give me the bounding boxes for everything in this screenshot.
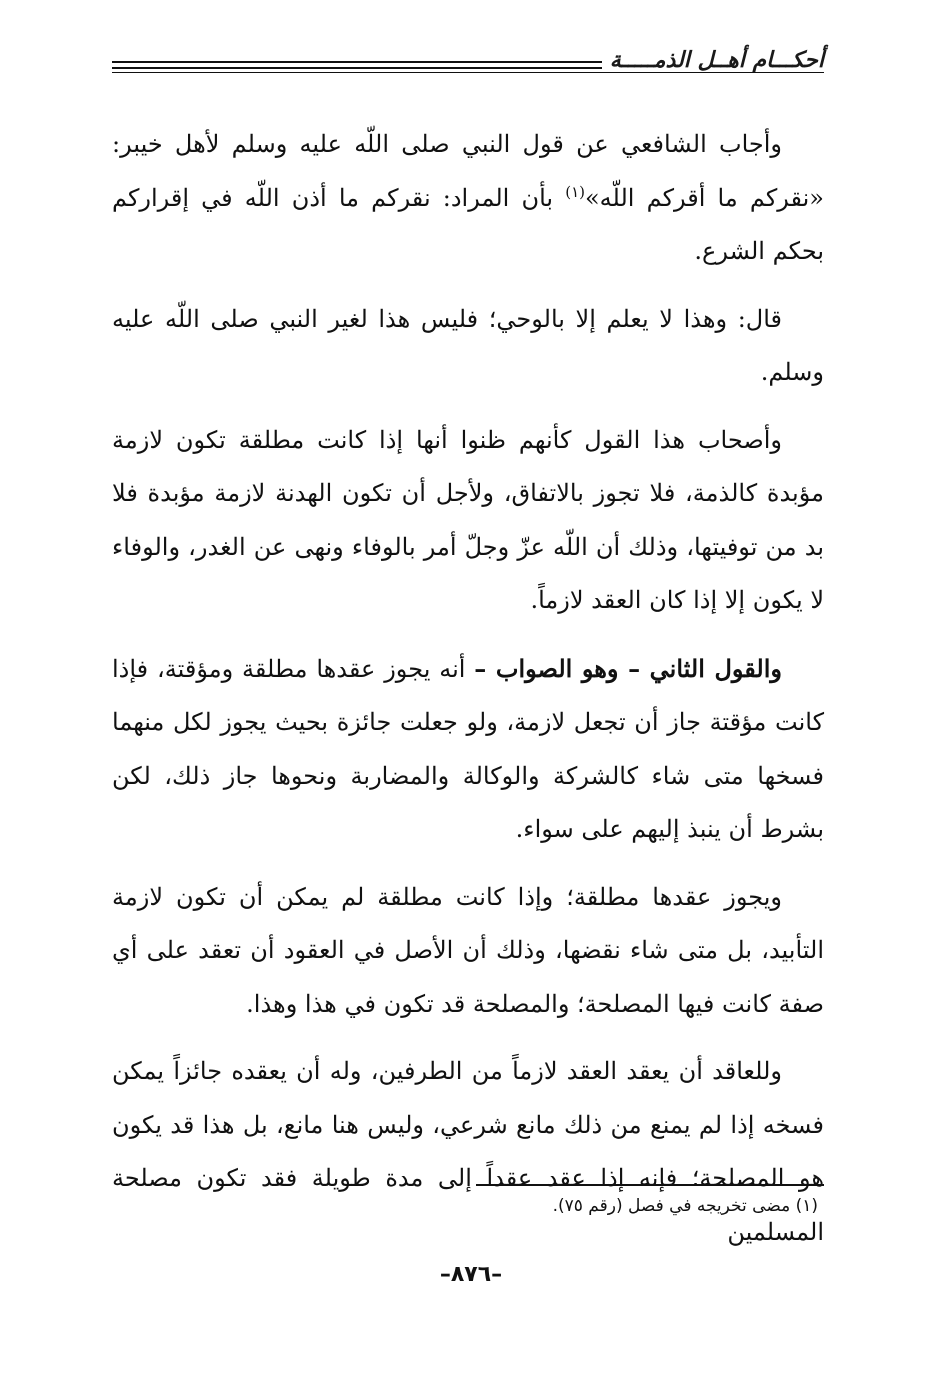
- page-number: –٨٧٦–: [439, 1262, 503, 1287]
- running-title: أحكـــام أهــل الذمـــــة: [609, 48, 824, 73]
- paragraph-4: [112, 642, 824, 857]
- footnote: (١) مضى تخريجه في فصل (رقم ٧٥).: [552, 1196, 818, 1216]
- running-header: [112, 46, 824, 86]
- paragraph-6: وللعاقد أن يعقد العقد لازماً من الطرفين، وله أن يعقده جائزاً يمكن فسخه إذا لم يمنع من ذلك مانع شرعي، وليس هنا مانع، بل هذا قد يكون هو المصلحة؛ فإنه إذا عقد عقداً إلى مدة طويلة فقد تكون مصلحة المسلمين: [112, 1057, 824, 1246]
- paragraph-3: وأصحاب هذا القول كأنهم ظنوا أنها إذا كانت مطلقة تكون لازمة مؤبدة كالذمة، فلا تجوز بالاتفاق، ولأجل أن تكون الهدنة لازمة مؤبدة فلا بد من توفيتها، وذلك أن اللّه عزّ وجلّ أمر بالوفاء ونهى عن الغدر، والوفاء لا يكون إلا إذا كان العقد لازماً.: [112, 425, 825, 614]
- paragraph-1-text-after: بأن المراد: نقركم ما أذن اللّه في إقراركم بحكم الشرع.: [112, 183, 824, 265]
- footnote-reference[interactable]: (١): [565, 182, 585, 201]
- header-rule: [112, 61, 602, 69]
- paragraph-2: قال: وهذا لا يعلم إلا بالوحي؛ فليس هذا لغير النبي صلى اللّه عليه وسلم.: [112, 304, 824, 386]
- paragraph-1: [112, 118, 824, 279]
- paragraph-1-text: وأجاب الشافعي عن قول النبي صلى اللّه عليه وسلم لأهل خيبر: «نقركم ما أقركم اللّه»: [112, 130, 824, 212]
- paragraph-4-bold-lead: والقول الثاني – وهو الصواب –: [474, 653, 783, 683]
- paragraph-4-text: أنه يجوز عقدها مطلقة ومؤقتة، فإذا كانت مؤقتة جاز أن تجعل لازمة، ولو جعلت جائزة بحيث يجوز لكل منهما فسخها متى شاء كالشركة والوكالة والمضاربة ونحوها جاز ذلك، لكن بشرط أن ينبذ إليهم على سواء.: [112, 654, 825, 843]
- paragraph-5: ويجوز عقدها مطلقة؛ وإذا كانت مطلقة لم يمكن أن تكون لازمة التأبيد، بل متى شاء نقضها، وذلك أن الأصل في العقود أن تعقد على أي صفة كانت فيها المصلحة؛ والمصلحة قد تكون في هذا وهذا.: [112, 882, 824, 1018]
- main-text: [112, 118, 824, 1273]
- footnote-separator: [476, 1184, 824, 1186]
- header-rule-lower: [112, 72, 824, 73]
